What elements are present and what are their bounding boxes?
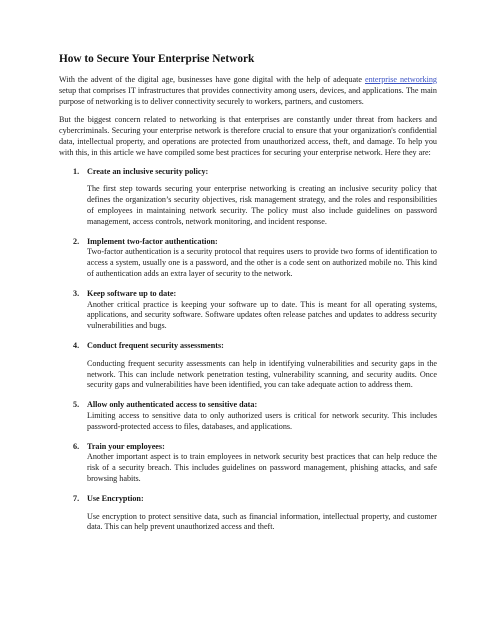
list-item [59, 289, 437, 332]
item-title: Keep software up to date: [87, 288, 177, 298]
document-page [59, 52, 437, 542]
intro-text-end: setup that comprises IT infrastructures that provides connectivity among users, devices, and applications. The main purpose of networking is to deliver connectivity securely to workers, partners, and customers. [59, 85, 437, 106]
item-body: Use encryption to protect sensitive data, such as financial information, intellectual property, and customer data. This can help prevent unauthorized access and theft. [87, 511, 437, 532]
list-item [59, 400, 437, 432]
context-paragraph: But the biggest concern related to networking is that enterprises are constantly under threat from hackers and cybercriminals. Securing your enterprise network is therefore crucial to ensure that your organization's confidential data, intellectual property, and operations are protected from unauthorized access, theft, and damage. To help you with this, in this article we have compiled some best practices for securing your enterprise network. Here they are: [59, 115, 437, 157]
list-item [59, 167, 437, 228]
item-title: Allow only authenticated access to sensitive data: [87, 400, 258, 410]
item-body: Another important aspect is to train employees in network security best practices that can help reduce the risk of a security breach. This includes guidelines on password management, phishing attacks, and safe browsing habits. [87, 452, 437, 483]
list-item [59, 237, 437, 280]
item-body: Limiting access to sensitive data to only authorized users is critical for network security. This includes password-protected access to files, databases, and applications. [87, 410, 437, 431]
item-title: Conduct frequent security assessments: [87, 340, 224, 350]
best-practices-list [59, 167, 437, 534]
list-item [59, 442, 437, 485]
item-title: Implement two-factor authentication: [87, 236, 218, 246]
item-number: 3. [73, 288, 80, 298]
intro-text-start: With the advent of the digital age, businesses have gone digital with the help of adequate [59, 75, 365, 84]
enterprise-networking-link[interactable]: enterprise networking [364, 75, 437, 84]
page-title: How to Secure Your Enterprise Network [59, 53, 255, 65]
item-number: 5. [73, 400, 80, 410]
item-title: Train your employees: [87, 441, 165, 451]
item-number: 1. [73, 166, 80, 176]
intro-paragraph [59, 75, 437, 107]
list-item [59, 494, 437, 533]
item-body: Conducting frequent security assessments can help in identifying vulnerabilities and security gaps in the network. This can include network penetration testing, vulnerability scanning, and security audits. Once security gaps and vulnerabilities have been identified, you can take adequate action to address them. [87, 358, 437, 390]
item-title: Create an inclusive security policy: [87, 166, 209, 176]
item-body: Two-factor authentication is a security protocol that requires users to provide two forms of identification to access a system, usually one is a password, and the other is a code sent on authorized mobile no. This kind of authentication adds an extra layer of security to the network. [87, 247, 437, 278]
list-item [59, 341, 437, 391]
item-number: 2. [73, 236, 80, 246]
item-body: Another critical practice is keeping your software up to date. This is meant for all operating systems, applications, and security software. Software updates often release patches and updates to address security vulnerabilities and bugs. [87, 299, 437, 331]
item-number: 7. [73, 493, 80, 503]
item-number: 6. [73, 441, 80, 451]
item-title: Use Encryption: [87, 493, 144, 503]
item-body: The first step towards securing your enterprise networking is creating an inclusive security policy that defines the organization’s security objectives, risk management strategy, and the roles and responsibilities of employees in maintaining network security. The policy must also include guidelines on password management, access controls, network monitoring, and incident response. [87, 184, 437, 226]
item-number: 4. [73, 340, 80, 350]
